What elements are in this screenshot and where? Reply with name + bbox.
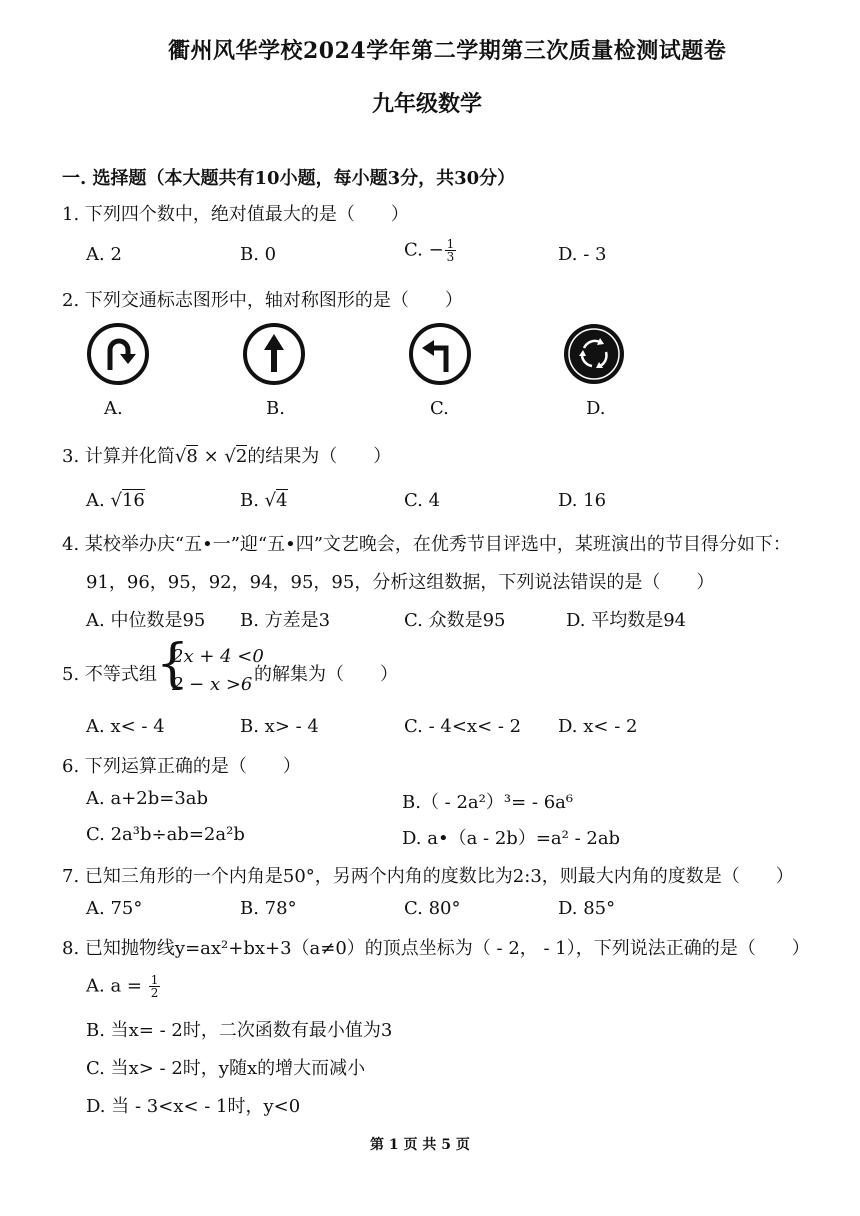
u-turn-sign-icon — [86, 322, 150, 386]
q5-option-a: A. x< - 4 — [86, 716, 165, 737]
q3-option-d: D. 16 — [558, 490, 607, 511]
q7-option-c: C. 80° — [404, 898, 461, 919]
question-1-stem: 1. 下列四个数中，绝对值最大的是（ ） — [62, 204, 409, 225]
q8-option-c: C. 当x> - 2时，y随x的增大而减小 — [86, 1058, 366, 1079]
q3-stem-end: 的结果为（ ） — [247, 446, 392, 467]
q1-fraction — [445, 238, 457, 263]
q1-option-a: A. 2 — [86, 244, 122, 265]
q3-times: × — [197, 446, 225, 467]
q2-option-c: C. — [430, 398, 449, 419]
section-heading: 一. 选择题（本大题共有10小题，每小题3分，共30分） — [62, 168, 516, 189]
question-4-stem-line-2: 91，96，95，92，94，95，95，分析这组数据，下列说法错误的是（ ） — [86, 572, 715, 593]
q3-option-a: A. √16 — [86, 490, 145, 511]
question-8-stem: 8. 已知抛物线y=ax²+bx+3（a≠0）的顶点坐标为（ - 2， - 1），下列说法正确的是（ ） — [62, 938, 810, 959]
q3-stem-start: 3. 计算并化简 — [62, 446, 175, 467]
q5-inequality-2: 2 − x >6 — [172, 674, 253, 695]
page-footer: 第 1 页 共 5 页 — [370, 1137, 470, 1153]
exam-subtitle: 九年级数学 — [372, 91, 483, 117]
q8-option-a-label: A. a = — [86, 975, 148, 997]
q3-radicand-1: 8 — [186, 446, 198, 467]
q4-option-a: A. 中位数是95 — [86, 610, 206, 631]
q1-fraction-numerator: 1 — [446, 237, 455, 251]
q3-radical-1: √8 — [174, 446, 198, 467]
q4-option-c: C. 众数是95 — [404, 610, 506, 631]
q3-option-c: C. 4 — [404, 490, 441, 511]
roundabout-sign-icon — [562, 322, 626, 386]
question-2-stem: 2. 下列交通标志图形中，轴对称图形的是（ ） — [62, 290, 463, 311]
q3-option-b-radicand: 4 — [276, 490, 288, 511]
q5-brace: { — [156, 634, 190, 694]
straight-arrow-sign-icon — [242, 322, 306, 386]
q3-option-b-label: B. — [240, 490, 265, 511]
q8-option-b: B. 当x= - 2时，二次函数有最小值为3 — [86, 1020, 393, 1041]
q1-fraction-denominator: 3 — [446, 250, 455, 264]
question-6-stem: 6. 下列运算正确的是（ ） — [62, 756, 301, 777]
q8-fraction-numerator: 1 — [150, 973, 159, 987]
q3-radicand-2: 2 — [235, 446, 248, 467]
q1-option-c — [404, 238, 456, 263]
q6-option-d: D. a•（a - 2b）=a² - 2ab — [402, 828, 621, 849]
q2-option-a: A. — [104, 398, 123, 419]
q2-option-d: D. — [586, 398, 606, 419]
q2-option-b: B. — [266, 398, 285, 419]
q5-inequality-1: 2x + 4 <0 — [172, 646, 264, 667]
q1-option-b: B. 0 — [240, 244, 277, 265]
q8-option-a — [86, 974, 160, 999]
q5-stem-start: 5. 不等式组 — [62, 664, 157, 685]
q7-option-a: A. 75° — [86, 898, 143, 919]
q5-option-b: B. x> - 4 — [240, 716, 319, 737]
q8-fraction-denominator: 2 — [150, 986, 159, 1000]
left-turn-sign-icon — [408, 322, 472, 386]
q8-fraction — [149, 974, 161, 999]
q4-option-b: B. 方差是3 — [240, 610, 331, 631]
q6-option-c: C. 2a³b÷ab=2a²b — [86, 824, 245, 845]
question-4-stem-line-1: 4. 某校举办庆“五•一”迎“五•四”文艺晚会，在优秀节目评选中，某班演出的节目得分如下： — [62, 534, 791, 555]
q8-option-d: D. 当 - 3<x< - 1时，y<0 — [86, 1096, 301, 1117]
q6-option-b: B.（ - 2a²）³= - 6a⁶ — [402, 792, 574, 813]
q3-option-b: B. √4 — [240, 490, 288, 511]
q1-option-c-label: C. − — [404, 239, 444, 261]
q5-stem-end: 的解集为（ ） — [254, 664, 398, 685]
q5-option-c: C. - 4<x< - 2 — [404, 716, 522, 737]
q4-option-d: D. 平均数是94 — [566, 610, 687, 631]
q7-option-d: D. 85° — [558, 898, 616, 919]
question-7-stem: 7. 已知三角形的一个内角是50°，另两个内角的度数比为2:3，则最大内角的度数是（ ） — [62, 866, 794, 887]
q7-option-b: B. 78° — [240, 898, 297, 919]
q5-option-d: D. x< - 2 — [558, 716, 638, 737]
q6-option-a: A. a+2b=3ab — [86, 788, 209, 809]
q3-option-a-radicand: 16 — [121, 490, 145, 511]
exam-title: 衢州风华学校2024学年第二学期第三次质量检测试题卷 — [168, 38, 727, 64]
q1-option-d: D. - 3 — [558, 244, 607, 265]
question-3-stem — [62, 442, 391, 468]
q3-radical-2: √2 — [224, 446, 248, 467]
q3-option-a-label: A. — [86, 490, 111, 511]
